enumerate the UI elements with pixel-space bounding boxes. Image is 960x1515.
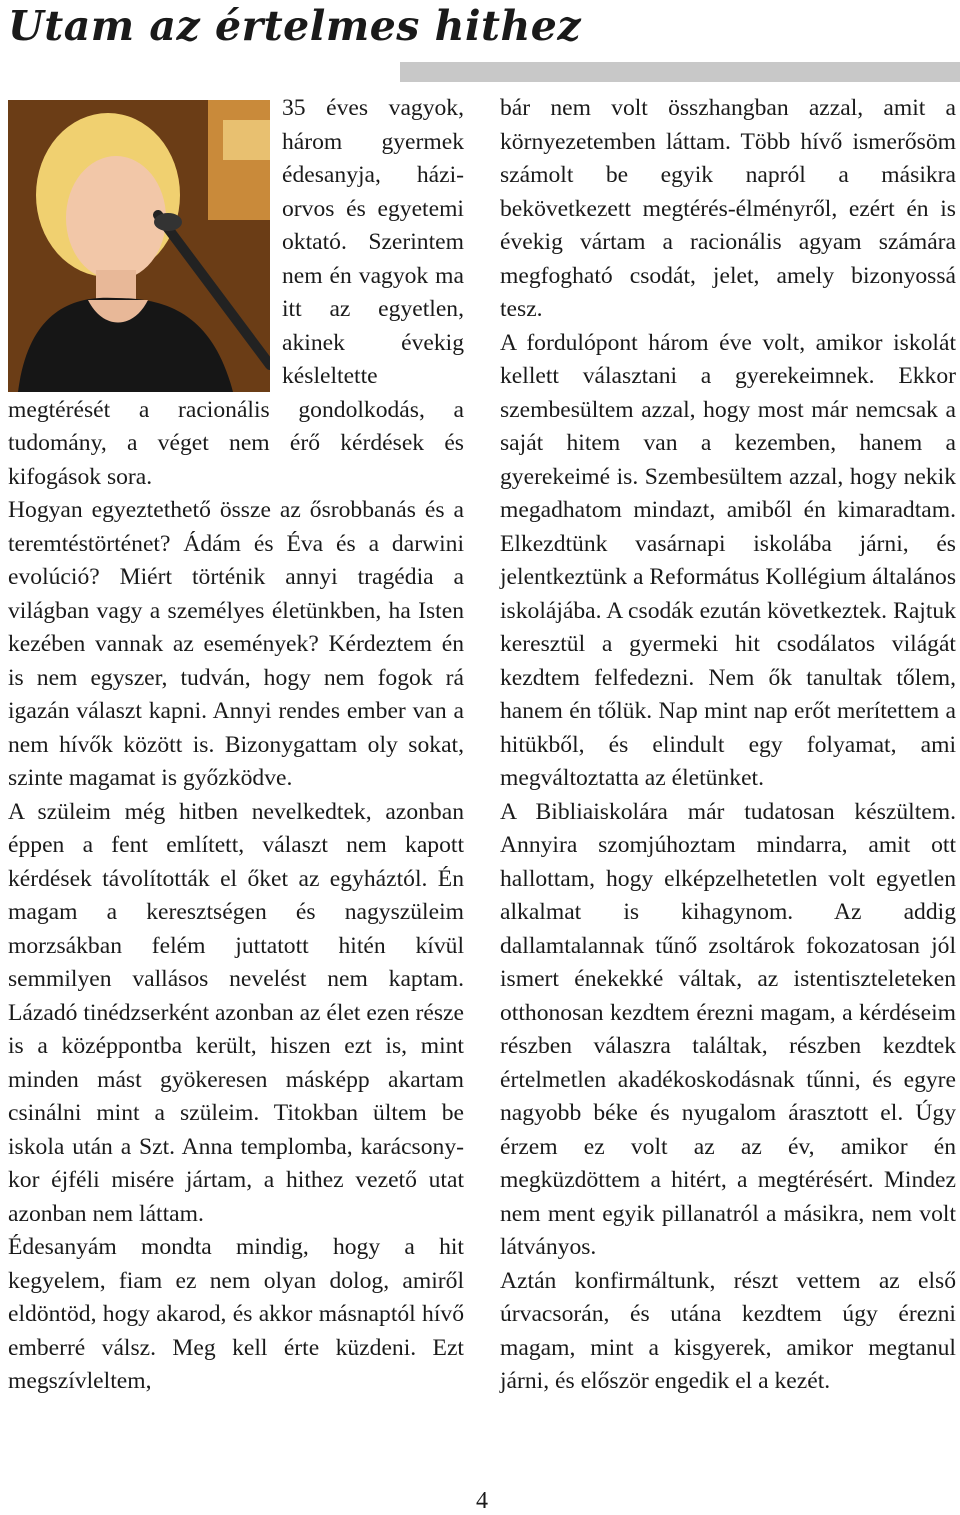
speaker-photo-icon xyxy=(8,100,270,392)
paragraph: bár nem volt összhangban azzal, amit a környezetemben láttam. Több hívő ismerősöm számolt be egyik napról a másikra bekövetkezett megtérés-élményről, ezért én is évekig vártam a racionális agyam számára megfogható csodát, jelet, amely bizonyossá tesz. xyxy=(500,95,956,322)
paragraph: Aztán konfirmáltunk, részt vettem az első úrvacsorán, és utána kezdtem úgy érezni magam, mint a kisgyerek, amikor megtanul járni, és először engedik el a kezét. xyxy=(500,1267,956,1394)
right-column xyxy=(500,92,956,1399)
article-title: Utam az értelmes hithez xyxy=(8,2,582,50)
paragraph: 35 éves vagyok, három gyermek édesanyja, háziorvos és egyetemi oktató. Szerintem nem én vagyok ma itt az egyetlen, akinek évekig késleltette megtérését a racionális gondolkodás, a tudomány, a véget nem érő kérdések és kifogások sora. xyxy=(8,95,464,490)
speaker-photo xyxy=(8,100,270,392)
left-column xyxy=(8,92,464,1399)
title-rule xyxy=(400,62,960,82)
paragraph: A Bibliaiskolára már tudatosan készültem. Annyira szomjúhoztam mindarra, amit ott hallottam, hogy elképzelhetetlen volt egyetlen alkalmat is kihagynom. Az addig dallamtalannak tűnő zsoltárok fokozatosan jól ismert énekekké váltak, az istentiszteleteken otthonosan kezdtem érezni magam, a kérdéseim részben válaszra találtak, részben kezdtek értelmetlen akadékoskodásnak tűnni, és egyre nagyobb béke és nyugalom árasztott el. Úgy érzem ez volt az az év, amikor én megküzdöttem a hitért, a megtérésért. Mindez nem ment egyik pillanatról a másikra, nem volt látványos. xyxy=(500,798,956,1260)
paragraph: Édesanyám mondta mindig, hogy a hit kegyelem, fiam ez nem olyan dolog, amiről eldöntöd, hogy akarod, és akkor másnaptól hívő emberré válsz. Meg kell érte küzdeni. Ezt megszívleltem, xyxy=(8,1234,464,1394)
paragraph: Hogyan egyeztethető össze az ősrobbanás és a teremtéstörténet? Ádám és Éva és a darwini evolúció? Miért történik annyi tragédia a világban vagy a személyes életünkben, ha Isten kezében vannak az események? Kérdeztem én is nem egyszer, tudván, hogy nem fogok rá igazán választ kapni. Annyi rendes ember van a nem hívők között is. Bizonygattam oly sokat, szinte magamat is győzködve. xyxy=(8,497,464,791)
paragraph: A fordulópont három éve volt, amikor iskolát kellett választani a gyerekeimnek. Ekkor szembesültem azzal, hogy most már nemcsak a saját hitem van a kezemben, hanem a gyerekeimé is. Szembesültem azzal, hogy nekik megadhatom mindazt, amiből én kimaradtam. Elkezdtünk vasárnapi iskolába járni, és jelentkeztünk a Református Kollégium általános iskolájába. A csodák ezután következtek. Rajtuk keresztül a gyermeki hit csodálatos világát kezdtem felfedezni. Nem ők tanultak tőlem, hanem én tőlük. Nap mint nap erőt merítettem a hitükből, és elindult egy folyamat, ami megváltoztatta az életünket. xyxy=(500,329,957,791)
page-number: 4 xyxy=(476,1488,488,1514)
paragraph: A szüleim még hitben nevelkedtek, azonban éppen a fent említett, választ nem kapott kérdések távolították el őket az egyháztól. Én magam a keresztségen és nagyszüleim morzsákban felém juttatott hitén kívül semmilyen vallásos nevelést nem kaptam. Lázadó tinédzserként azonban az élet ezen része is a középpontba került, hiszen ezt is, mint minden mást gyökeresen másképp akartam csinálni mint a szüleim. Titokban ültem be iskola után a Szt. Anna templomba, karácsonykor éjféli misére jártam, a hithez vezető utat azonban nem láttam. xyxy=(8,798,464,1227)
